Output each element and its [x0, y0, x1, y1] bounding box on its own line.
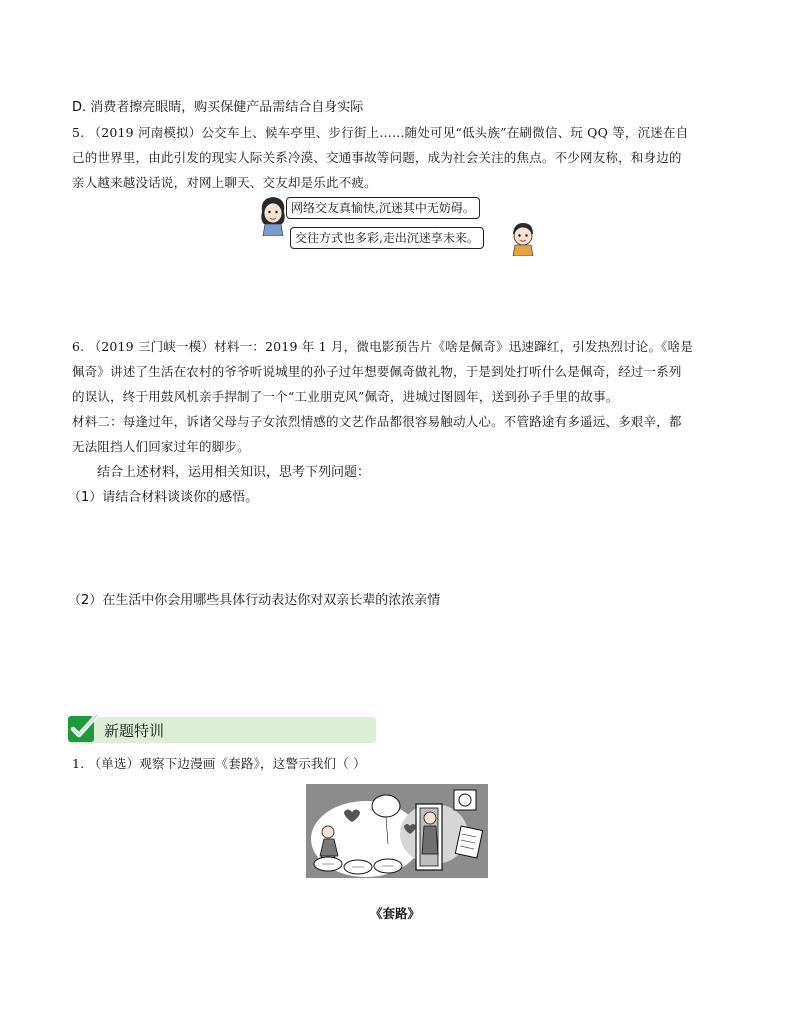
boy-figure-icon — [506, 220, 540, 256]
q6-line-5: 无法阻挡人们回家过年的脚步。 — [72, 439, 250, 454]
boy-speech-bubble: 交往方式也多彩,走出沉迷享未来。 — [290, 227, 484, 249]
q6-line-3: 的误认，终于用鼓风机亲手捍制了一个“工业朋克风”佩奇，进城过图圆年，送到孙子手里的故事。 — [72, 389, 619, 404]
q6-line-2: 佩奇》讲述了生活在农村的爷爷听说城里的孙子过年想要佩奇做礼物，于是到处打听什么是佩奇，经过一系列 — [72, 364, 682, 379]
q6-line-4: 材料二：每逢过年，诉诸父母与子女浓烈情感的文艺作品都很容易触动人心。不管路途有多遥远、多艰辛，都 — [72, 414, 682, 429]
girl-figure-icon — [256, 194, 290, 236]
q6-line-1: 6. （2019 三门峡一模）材料一：2019 年 1 月，微电影预告片《啥是佩奇》迅速蹿红，引发热烈讨论。《啥是 — [72, 339, 694, 354]
comic-illustration — [306, 784, 488, 878]
q6-prompt: 结合上述材料，运用相关知识，思考下列问题： — [97, 465, 371, 480]
q6-sub-question-2: （2）在生活中你会用哪些具体行动表达你对双亲长辈的浓浓亲情 — [68, 593, 441, 608]
checkmark-icon — [66, 712, 100, 746]
q5-cartoon — [256, 194, 542, 256]
comic-caption: 《套路》 — [370, 906, 421, 921]
q5-line-1: 5. （2019 河南模拟）公交车上、候车亭里、步行街上……随处可见“低头族”在刷微信、玩 QQ 等，沉迷在自 — [72, 125, 689, 140]
girl-speech-bubble: 网络交友真愉快,沉迷其中无妨碍。 — [286, 197, 480, 219]
section-title: 新题特训 — [104, 722, 165, 740]
q4-option-d: D. 消费者擦亮眼睛，购买保健产品需结合自身实际 — [72, 100, 364, 115]
q6-sub-question-1: （1）请结合材料谈谈你的感悟。 — [68, 490, 259, 505]
q5-line-3: 亲人越来越没话说，对网上聊天、交友却是乐此不疲。 — [72, 175, 377, 190]
q5-line-2: 己的世界里，由此引发的现实人际关系冷漠、交通事故等问题，成为社会关注的焦点。不少网友称，和身边的 — [72, 150, 682, 165]
new-q1-stem: 1. （单选）观察下边漫画《套路》，这警示我们（ ） — [72, 756, 366, 771]
